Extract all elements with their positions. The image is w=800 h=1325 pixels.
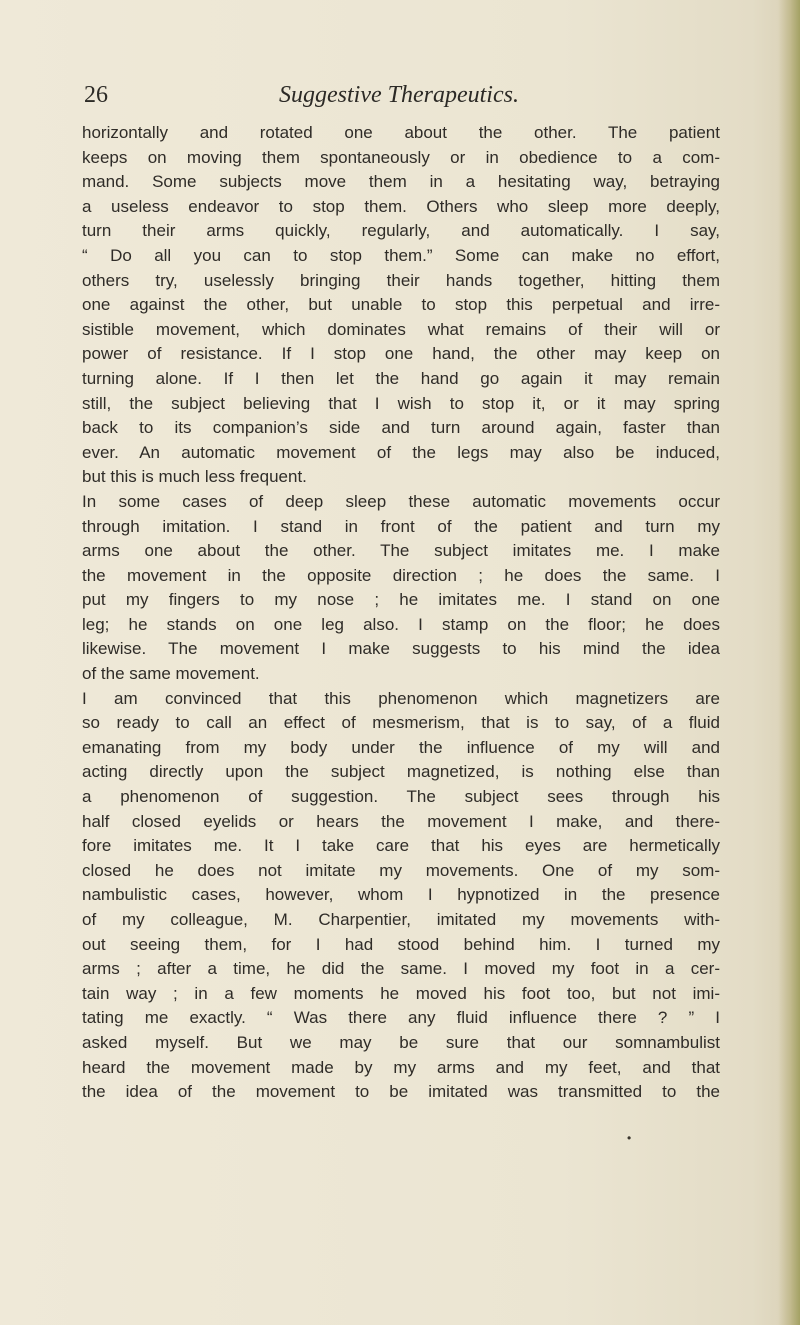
text-line: arms one about the other. The subject imitates me. I make (82, 541, 720, 561)
text-line: ever. An automatic movement of the legs may also be induced, (82, 442, 720, 462)
text-line: emanating from my body under the influence of my will and (82, 737, 720, 757)
text-line: closed he does not imitate my movements. One of my som- (82, 860, 720, 880)
text-line: heard the movement made by my arms and my feet, and that (82, 1057, 720, 1077)
text-line: still, the subject believing that I wish to stop it, or it may spring (82, 393, 720, 413)
text-line: acting directly upon the subject magnetized, is nothing else than (82, 762, 720, 782)
text-line: horizontally and rotated one about the other. The patient (82, 123, 720, 142)
text-line: sistible movement, which dominates what remains of their will or (82, 319, 720, 339)
body-text (82, 121, 720, 1105)
text-line: half closed eyelids or hears the movement I make, and there- (82, 811, 720, 831)
text-line: power of resistance. If I stop one hand, the other may keep on (82, 344, 720, 364)
text-line: others try, uselessly bringing their hands together, hitting them (82, 270, 720, 290)
text-line: nambulistic cases, however, whom I hypnotized in the presence (82, 885, 720, 905)
text-line: I am convinced that this phenomenon which magnetizers are (82, 688, 720, 708)
text-line: likewise. The movement I make suggests to his mind the idea (82, 639, 720, 659)
text-line: turning alone. If I then let the hand go again it may remain (82, 368, 720, 388)
text-line: mand. Some subjects move them in a hesitating way, betraying (82, 172, 720, 192)
text-line: tain way ; in a few moments he moved his foot too, but not imi- (82, 983, 720, 1003)
text-line: asked myself. But we may be sure that our somnambulist (82, 1032, 720, 1052)
text-line: one against the other, but unable to stop this perpetual and irre- (82, 295, 720, 315)
text-line: but this is much less frequent. (82, 467, 307, 487)
text-line: turn their arms quickly, regularly, and automatically. I say, (82, 221, 720, 241)
text-line: the movement in the opposite direction ; he does the same. I (82, 565, 720, 585)
text-line: so ready to call an effect of mesmerism, that is to say, of a fluid (82, 713, 720, 733)
text-line: out seeing them, for I had stood behind him. I turned my (82, 934, 720, 954)
text-line: keeps on moving them spontaneously or in obedience to a com- (82, 147, 720, 167)
text-line: In some cases of deep sleep these automatic movements occur (82, 491, 720, 511)
running-title: Suggestive Therapeutics. (279, 82, 519, 108)
page-number: 26 (84, 82, 108, 108)
text-line: “ Do all you can to stop them.” Some can make no effort, (82, 245, 720, 265)
text-line: a useless endeavor to stop them. Others who sleep more deeply, (82, 196, 720, 216)
page-header (84, 79, 724, 111)
text-line: through imitation. I stand in front of the patient and turn my (82, 516, 720, 536)
text-line: leg; he stands on one leg also. I stamp on the floor; he does (82, 614, 720, 634)
text-line: back to its companion’s side and turn around again, faster than (82, 418, 720, 438)
text-line: of my colleague, M. Charpentier, imitated my movements with- (82, 910, 720, 929)
text-line: fore imitates me. It I take care that his eyes are hermetically (82, 836, 720, 856)
text-line: the idea of the movement to be imitated was transmitted to the (82, 1082, 720, 1102)
text-line: arms ; after a time, he did the same. I moved my foot in a cer- (82, 959, 720, 979)
text-line: of the same movement. (82, 664, 260, 684)
text-line: a phenomenon of suggestion. The subject sees through his (82, 787, 720, 807)
page-edge-shadow (778, 0, 800, 1325)
ink-mark: • (627, 1131, 632, 1145)
text-line: put my fingers to my nose ; he imitates me. I stand on one (82, 590, 720, 610)
text-line: tating me exactly. “ Was there any fluid influence there ? ” I (82, 1008, 720, 1028)
